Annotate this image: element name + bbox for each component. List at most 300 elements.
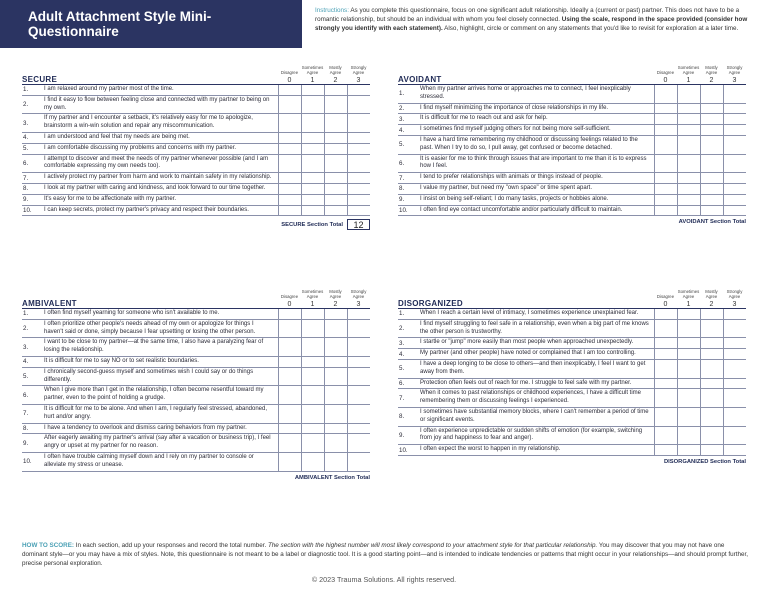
response-cell-1[interactable] [301, 85, 324, 95]
question-number: 1. [23, 310, 29, 318]
secure-section [22, 60, 370, 230]
response-cell-1[interactable] [677, 360, 700, 378]
response-cell-0[interactable] [654, 206, 677, 216]
response-cell-1[interactable] [301, 309, 324, 319]
question-number: 10. [399, 206, 408, 214]
response-cell-3[interactable] [723, 320, 746, 338]
page-title: Adult Attachment Style Mini-Questionnaire [28, 9, 212, 39]
instructions-bold: Using the scale, respond in the space provided (consider how strongly you identify with each statement). [315, 16, 748, 33]
question-row [22, 405, 370, 424]
response-cell-1[interactable] [301, 144, 324, 154]
question-row [398, 349, 746, 360]
scale-value: 1 [686, 301, 691, 308]
response-cell-0[interactable] [654, 155, 677, 173]
scale-value: 0 [663, 301, 668, 308]
response-cell-2[interactable] [700, 155, 723, 173]
response-cells [278, 195, 370, 205]
response-cell-2[interactable] [700, 309, 723, 319]
response-cell-2[interactable] [324, 184, 347, 194]
question-text: It is easier for me to think through issues that are important to me than it is to express how I feel. [420, 155, 647, 170]
how-to-score-lead: HOW TO SCORE: [22, 542, 75, 549]
question-text: I want to be close to my partner—at the same time, I also have a paralyzing fear of losing the relationship. [44, 339, 264, 354]
response-cell-2[interactable] [700, 379, 723, 389]
response-cell-1[interactable] [301, 453, 324, 471]
response-cell-0[interactable] [654, 427, 677, 445]
question-number: 4. [23, 134, 29, 142]
response-cells [654, 125, 746, 135]
question-row [398, 427, 746, 446]
response-cell-2[interactable] [324, 424, 347, 434]
question-text: I can keep secrets, protect my partner's privacy and respect their boundaries. [44, 206, 249, 213]
response-cell-1[interactable] [677, 320, 700, 338]
response-cell-2[interactable] [324, 338, 347, 356]
response-cell-1[interactable] [301, 96, 324, 114]
response-cell-0[interactable] [654, 445, 677, 455]
response-cell-3[interactable] [347, 96, 370, 114]
question-row [398, 408, 746, 427]
response-cell-1[interactable] [677, 309, 700, 319]
scale-label: Mostly Agree [705, 289, 718, 300]
question-number: 8. [23, 424, 29, 432]
response-cell-3[interactable] [347, 309, 370, 319]
scale-label: Disagree [656, 70, 675, 76]
response-cell-1[interactable] [677, 173, 700, 183]
question-row [398, 320, 746, 339]
response-cell-1[interactable] [301, 424, 324, 434]
response-cells [654, 338, 746, 348]
question-number: 6. [23, 159, 29, 167]
question-row [22, 357, 370, 368]
response-cell-3[interactable] [347, 184, 370, 194]
response-cell-3[interactable] [723, 360, 746, 378]
scale-column [278, 65, 301, 84]
section-total-box[interactable]: 12 [347, 219, 370, 230]
response-cell-3[interactable] [723, 309, 746, 319]
response-cell-3[interactable] [723, 445, 746, 455]
question-text: I have a hard time remembering my childhood or discussing feelings related to the past. When I try to do so, I pull away, get confused or become detached. [420, 136, 638, 151]
response-cell-3[interactable] [723, 85, 746, 103]
question-text: It's easy for me to be affectionate with my partner. [44, 195, 177, 202]
response-cell-3[interactable] [723, 125, 746, 135]
question-list [398, 308, 746, 456]
response-cell-3[interactable] [723, 155, 746, 173]
question-list [22, 84, 370, 216]
question-number: 3. [399, 339, 405, 347]
response-cell-3[interactable] [723, 379, 746, 389]
response-cell-0[interactable] [278, 320, 301, 338]
response-cell-0[interactable] [654, 320, 677, 338]
disorganized-section [398, 284, 746, 465]
scale-column [324, 289, 347, 308]
response-cell-3[interactable] [347, 85, 370, 95]
response-cell-1[interactable] [677, 125, 700, 135]
scale-label: Disagree [280, 294, 299, 300]
question-number: 10. [23, 206, 32, 214]
response-cell-1[interactable] [301, 434, 324, 452]
question-number: 10. [399, 446, 408, 454]
response-cell-3[interactable] [723, 173, 746, 183]
scale-value: 3 [356, 301, 361, 308]
question-text: I often find myself yearning for someone who isn't available to me. [44, 310, 220, 316]
response-cell-2[interactable] [324, 309, 347, 319]
response-cell-1[interactable] [301, 386, 324, 404]
scale-column [347, 289, 370, 308]
response-cell-2[interactable] [324, 155, 347, 173]
response-cell-2[interactable] [324, 133, 347, 143]
response-cell-2[interactable] [324, 320, 347, 338]
response-cells [278, 184, 370, 194]
scale-header [278, 289, 370, 308]
response-cell-3[interactable] [723, 206, 746, 216]
section-total [22, 219, 370, 230]
section-total-label: DISORGANIZED Section Total [663, 458, 746, 465]
response-cell-2[interactable] [700, 320, 723, 338]
response-cells [278, 434, 370, 452]
response-cell-2[interactable] [700, 389, 723, 407]
response-cell-3[interactable] [347, 405, 370, 423]
response-cell-0[interactable] [654, 173, 677, 183]
question-number: 6. [399, 379, 405, 387]
response-cell-3[interactable] [723, 195, 746, 205]
response-cell-2[interactable] [324, 114, 347, 132]
scale-label: Mostly Agree [705, 65, 718, 76]
response-cell-2[interactable] [324, 368, 347, 386]
scale-value: 2 [709, 301, 714, 308]
response-cell-0[interactable] [654, 104, 677, 114]
question-number: 2. [23, 101, 29, 109]
scale-header [654, 65, 746, 84]
response-cell-2[interactable] [324, 434, 347, 452]
response-cell-2[interactable] [700, 427, 723, 445]
question-number: 3. [23, 119, 29, 127]
response-cell-1[interactable] [301, 338, 324, 356]
question-row [22, 114, 370, 133]
response-cell-0[interactable] [278, 405, 301, 423]
response-cell-0[interactable] [278, 453, 301, 471]
response-cell-2[interactable] [324, 85, 347, 95]
response-cell-2[interactable] [700, 445, 723, 455]
question-number: 9. [23, 196, 29, 204]
question-text: I value my partner, but need my "own space" or time spent apart. [420, 184, 593, 191]
question-text: I look at my partner with caring and kindness, and look forward to our time together. [44, 184, 266, 191]
response-cell-2[interactable] [324, 206, 347, 216]
response-cell-2[interactable] [700, 136, 723, 154]
response-cells [654, 309, 746, 319]
response-cell-1[interactable] [301, 368, 324, 386]
response-cell-0[interactable] [278, 114, 301, 132]
response-cell-2[interactable] [324, 453, 347, 471]
question-number: 4. [399, 350, 405, 358]
response-cell-0[interactable] [278, 155, 301, 173]
question-row [22, 434, 370, 453]
scale-value: 3 [732, 301, 737, 308]
question-text: I sometimes have substantial memory blocks, where I can't remember a period of time or significant events. [420, 408, 649, 423]
response-cell-2[interactable] [700, 85, 723, 103]
response-cell-0[interactable] [654, 408, 677, 426]
response-cell-1[interactable] [677, 349, 700, 359]
response-cell-0[interactable] [278, 434, 301, 452]
question-row [22, 133, 370, 144]
response-cell-3[interactable] [347, 114, 370, 132]
response-cell-0[interactable] [654, 125, 677, 135]
scale-header [654, 289, 746, 308]
response-cells [278, 85, 370, 95]
response-cells [654, 173, 746, 183]
question-row [22, 206, 370, 217]
response-cell-1[interactable] [301, 405, 324, 423]
scale-column [723, 65, 746, 84]
response-cell-3[interactable] [347, 320, 370, 338]
how-to-score-italic: The section with the highest number will most likely correspond to your attachment style for that particular relationship. [267, 542, 598, 549]
response-cell-1[interactable] [677, 155, 700, 173]
response-cells [654, 360, 746, 378]
response-cell-0[interactable] [654, 379, 677, 389]
response-cell-0[interactable] [654, 338, 677, 348]
question-row [398, 114, 746, 125]
response-cell-0[interactable] [278, 96, 301, 114]
scale-header [278, 65, 370, 84]
response-cells [278, 133, 370, 143]
scale-label: Sometimes Agree [301, 65, 324, 76]
question-number: 8. [23, 185, 29, 193]
response-cells [278, 368, 370, 386]
response-cell-0[interactable] [278, 144, 301, 154]
question-row [398, 85, 746, 104]
response-cell-0[interactable] [278, 195, 301, 205]
question-row [398, 389, 746, 408]
response-cell-1[interactable] [677, 114, 700, 124]
copyright-footer: © 2023 Trauma Solutions. All rights reserved. [311, 575, 457, 584]
response-cell-2[interactable] [700, 360, 723, 378]
response-cell-3[interactable] [347, 173, 370, 183]
response-cell-3[interactable] [347, 144, 370, 154]
response-cells [278, 114, 370, 132]
response-cell-0[interactable] [278, 309, 301, 319]
question-number: 5. [399, 365, 405, 373]
response-cell-3[interactable] [347, 368, 370, 386]
response-cell-3[interactable] [347, 195, 370, 205]
section-total [398, 219, 746, 225]
response-cell-3[interactable] [723, 427, 746, 445]
response-cells [654, 136, 746, 154]
response-cells [278, 338, 370, 356]
question-text: I actively protect my partner from harm and work to maintain safety in my relationship. [44, 174, 272, 181]
response-cell-2[interactable] [700, 349, 723, 359]
response-cell-0[interactable] [654, 389, 677, 407]
response-cell-2[interactable] [700, 195, 723, 205]
scale-value: 2 [333, 77, 338, 84]
response-cell-2[interactable] [324, 195, 347, 205]
scale-value: 2 [709, 77, 714, 84]
question-number: 1. [399, 310, 405, 318]
response-cell-0[interactable] [278, 357, 301, 367]
response-cell-1[interactable] [677, 104, 700, 114]
response-cell-0[interactable] [654, 195, 677, 205]
scale-label: Mostly Agree [329, 289, 342, 300]
response-cell-1[interactable] [301, 155, 324, 173]
response-cell-1[interactable] [301, 114, 324, 132]
question-number: 7. [399, 394, 405, 402]
response-cell-0[interactable] [654, 114, 677, 124]
section-total [398, 459, 746, 465]
section-title: SECURE [22, 75, 58, 84]
how-to-score [22, 541, 748, 568]
response-cell-1[interactable] [677, 389, 700, 407]
response-cell-0[interactable] [278, 184, 301, 194]
question-row [22, 155, 370, 174]
response-cell-0[interactable] [654, 360, 677, 378]
response-cell-1[interactable] [677, 338, 700, 348]
response-cells [654, 427, 746, 445]
question-row [398, 184, 746, 195]
response-cell-0[interactable] [278, 424, 301, 434]
response-cell-0[interactable] [278, 338, 301, 356]
response-cell-3[interactable] [347, 434, 370, 452]
response-cell-1[interactable] [677, 184, 700, 194]
response-cells [654, 408, 746, 426]
response-cell-2[interactable] [324, 386, 347, 404]
question-text: I am comfortable discussing my problems and concerns with my partner. [44, 144, 237, 151]
response-cell-0[interactable] [278, 206, 301, 216]
response-cell-1[interactable] [301, 133, 324, 143]
question-row [398, 338, 746, 349]
section-total-label: AVOIDANT Section Total [678, 219, 746, 226]
response-cell-2[interactable] [700, 184, 723, 194]
response-cell-1[interactable] [301, 173, 324, 183]
response-cell-1[interactable] [677, 195, 700, 205]
response-cell-2[interactable] [700, 173, 723, 183]
question-row [22, 309, 370, 320]
question-number: 1. [399, 90, 405, 98]
response-cell-3[interactable] [723, 338, 746, 348]
question-text: I often expect the worst to happen in my relationship. [420, 446, 561, 453]
scale-column [677, 289, 700, 308]
question-number: 9. [399, 196, 405, 204]
scale-label: Sometimes Agree [677, 289, 700, 300]
section-total [22, 475, 370, 481]
response-cells [278, 155, 370, 173]
response-cell-2[interactable] [700, 114, 723, 124]
response-cell-3[interactable] [723, 184, 746, 194]
scale-column [677, 65, 700, 84]
response-cell-3[interactable] [347, 424, 370, 434]
question-text: When it comes to past relationships or childhood experiences, I have a difficult time remembering them or discussing feelings I experienced. [420, 390, 642, 405]
response-cell-0[interactable] [278, 368, 301, 386]
scale-label: Sometimes Agree [301, 289, 324, 300]
response-cell-3[interactable] [347, 338, 370, 356]
response-cell-1[interactable] [677, 85, 700, 103]
response-cell-1[interactable] [301, 195, 324, 205]
question-row [398, 360, 746, 379]
scale-value: 2 [333, 301, 338, 308]
question-text: I am relaxed around my partner most of the time. [44, 86, 174, 92]
response-cell-3[interactable] [723, 408, 746, 426]
question-row [22, 144, 370, 155]
response-cell-1[interactable] [677, 206, 700, 216]
question-row [22, 320, 370, 339]
question-number: 2. [399, 104, 405, 112]
response-cell-2[interactable] [700, 206, 723, 216]
response-cell-2[interactable] [700, 104, 723, 114]
scale-column [278, 289, 301, 308]
response-cell-1[interactable] [301, 357, 324, 367]
response-cell-2[interactable] [700, 408, 723, 426]
response-cell-0[interactable] [278, 133, 301, 143]
question-text: It is difficult for me to be alone. And when I am, I regularly feel stressed, abandoned, hurt and/or angry. [44, 405, 268, 420]
response-cell-2[interactable] [700, 338, 723, 348]
response-cell-3[interactable] [723, 104, 746, 114]
response-cell-1[interactable] [677, 445, 700, 455]
question-row [22, 453, 370, 472]
response-cells [654, 195, 746, 205]
response-cell-3[interactable] [347, 206, 370, 216]
response-cell-2[interactable] [324, 173, 347, 183]
response-cell-1[interactable] [677, 408, 700, 426]
question-text: After eagerly awaiting my partner's arrival (say after a vacation or business trip), I feel angry or upset at my partner for no reason. [44, 435, 271, 450]
response-cell-3[interactable] [347, 155, 370, 173]
question-text: When I reach a certain level of intimacy, I sometimes experience unexplained fear. [420, 310, 639, 316]
response-cells [278, 144, 370, 154]
response-cell-3[interactable] [347, 357, 370, 367]
response-cell-0[interactable] [278, 85, 301, 95]
question-text: I chronically second-guess myself and sometimes wish I could say or do things differently. [44, 368, 254, 383]
question-row [22, 424, 370, 435]
response-cell-3[interactable] [723, 349, 746, 359]
section-title: AMBIVALENT [22, 299, 77, 308]
response-cell-3[interactable] [347, 453, 370, 471]
question-number: 10. [23, 458, 32, 466]
response-cell-1[interactable] [677, 379, 700, 389]
scale-column [700, 65, 723, 84]
response-cell-1[interactable] [677, 427, 700, 445]
question-row [398, 125, 746, 136]
response-cell-0[interactable] [654, 136, 677, 154]
question-row [398, 173, 746, 184]
question-row [22, 184, 370, 195]
response-cells [654, 349, 746, 359]
response-cell-1[interactable] [301, 320, 324, 338]
response-cell-2[interactable] [324, 357, 347, 367]
response-cell-3[interactable] [723, 114, 746, 124]
response-cell-3[interactable] [723, 389, 746, 407]
question-text: I sometimes find myself judging others for not being more self-sufficient. [420, 126, 611, 133]
response-cell-1[interactable] [301, 206, 324, 216]
question-row [22, 386, 370, 405]
response-cell-1[interactable] [677, 136, 700, 154]
response-cell-1[interactable] [301, 184, 324, 194]
response-cell-2[interactable] [324, 96, 347, 114]
question-text: When my partner arrives home or approaches me to connect, I feel inexplicably stressed. [420, 86, 631, 100]
instructions-text-1: As you complete this questionnaire, focus on one significant adult relationship. Ideally a (current or past) partner. This does not have to be a romantic relationship, but should be an individual with whom you feel closely connected. [315, 7, 740, 24]
response-cell-3[interactable] [723, 136, 746, 154]
response-cell-2[interactable] [324, 405, 347, 423]
scale-column [654, 65, 677, 84]
response-cell-2[interactable] [324, 144, 347, 154]
response-cell-0[interactable] [278, 173, 301, 183]
question-text: I find it easy to flow between feeling close and connected with my partner to being on my own. [44, 96, 270, 111]
response-cell-3[interactable] [347, 386, 370, 404]
response-cell-3[interactable] [347, 133, 370, 143]
response-cell-0[interactable] [278, 386, 301, 404]
question-number: 4. [23, 358, 29, 366]
response-cell-2[interactable] [700, 125, 723, 135]
response-cells [278, 206, 370, 216]
response-cell-0[interactable] [654, 184, 677, 194]
response-cell-0[interactable] [654, 309, 677, 319]
response-cell-0[interactable] [654, 349, 677, 359]
response-cell-0[interactable] [654, 85, 677, 103]
how-to-score-text-1: In each section, add up your responses and record the total number. [74, 542, 268, 549]
